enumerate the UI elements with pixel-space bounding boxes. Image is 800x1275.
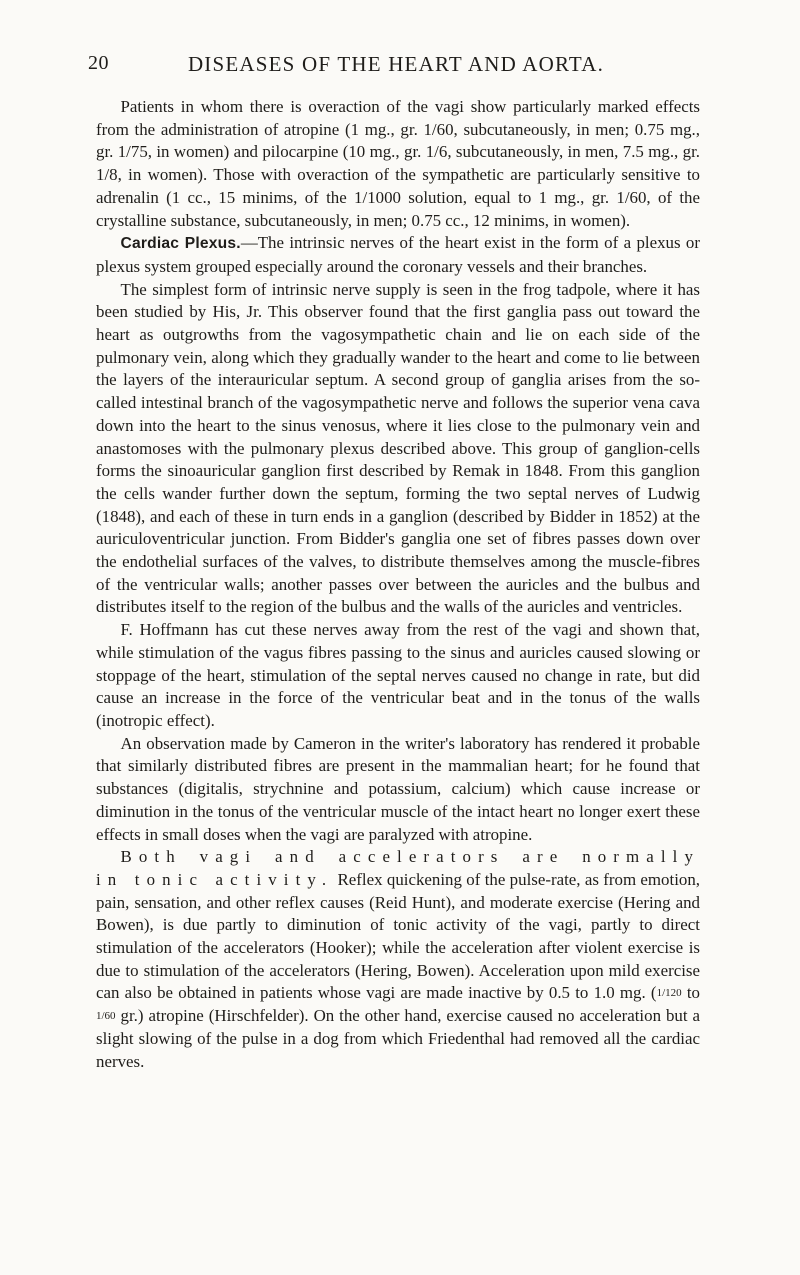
paragraph-atropine-dosage: Patients in whom there is overaction of the vagi show particularly marked effects from the administration of atropine (1 mg., gr. 1/60, subcutaneously, in men; 0.75 mg., gr. 1/75, in women) and pilocarpine (10 mg., gr. 1/6, subcutaneously, in men, 7.5 mg., gr. 1/8, in women). Those with overaction of the sympathetic are particularly sensitive to adrenalin (1 cc., 15 minims, of the 1/1000 solution, equal to 1 mg., gr. 1/60, of the crystalline substance, subcutaneously, in men; 0.75 cc., 12 minims, in women).: [96, 97, 700, 230]
paragraph-tonic-activity: [96, 846, 700, 1073]
paragraph-cardiac-plexus: [96, 232, 700, 278]
tonic-activity-text-a: Reflex quickening of the pulse-rate, as from emotion, pain, sensation, and other reflex causes (Reid Hunt), and moderate exercise (Hering and Bowen), is due partly to diminution of tonic activity of the vagi, partly to direct stimulation of the accelerators (Hooker); while the acceleration after violent exercise is due to stimulation of the accelerators (Hering, Bowen). Acceleration upon mild exercise can also be obtained in patients whose vagi are made inactive by 0.5 to 1.0 mg. (: [96, 869, 700, 1003]
tonic-activity-text-b: gr.) atropine (Hirschfelder). On the other hand, exercise caused no acceleration but a slight slowing of the pulse in a dog from which Friedenthal had removed all the cardiac nerves.: [96, 1006, 700, 1071]
cardiac-plexus-text: —The intrinsic nerves of the heart exist in the form of a plexus or plexus system grouped especially around the coronary vessels and their branches.: [96, 233, 701, 276]
spaced-emphasis-text: Both vagi and accelerators are normally in tonic activity.: [96, 847, 700, 889]
paragraph-hoffmann: F. Hoffmann has cut these nerves away from the rest of the vagi and shown that, while stimulation of the vagus fibres passing to the sinus and auricles caused slowing or stoppage of the heart, stimulation of the septal nerves caused no change in rate, but did cause an increase in the force of the ventricular beat and in the tonus of the walls (inotropic effect).: [96, 620, 700, 730]
running-title: DISEASES OF THE HEART AND AORTA.: [187, 52, 605, 76]
page-number: 20: [88, 52, 109, 74]
fraction-one-60: 1/60: [96, 1010, 116, 1023]
body-text: [96, 96, 700, 1073]
page-header: [88, 52, 704, 82]
paragraph-cameron: An observation made by Cameron in the writer's laboratory has rendered it probable that similarly distributed fibres are present in the mammalian heart; for he found that substances (digitalis, strychnine and potassium, calcium) which cause increase or diminution in the tonus of the ventricular muscle of the intact heart no longer exert these effects in small doses when the vagi are paralyzed with atropine.: [96, 733, 700, 844]
section-heading-cardiac-plexus: Cardiac Plexus.: [120, 235, 241, 253]
fraction-one-120: 1/120: [656, 987, 682, 1000]
paragraph-frog-tadpole: The simplest form of intrinsic nerve supply is seen in the frog tadpole, where it has been studied by His, Jr. This observer found that the first ganglia pass out toward the heart as outgrowths from the vagosympathetic chain and lie on each side of the pulmonary vein, along which they gradually wander to the heart and come to lie between the layers of the interauricular septum. A second group of ganglia arises from the so-called intestinal branch of the vagosympathetic nerve and follows the superior vena cava down into the heart to the sinus venosus, where it lies close to the pulmonary vein and anastomoses with the pulmonary plexus described above. This group of ganglion-cells forms the sinoauricular ganglion first described by Remak in 1848. From this ganglion the cells wander further down the septum, forming the two septal nerves of Ludwig (1848), and each of these in turn ends in a ganglion (described by Bidder in 1852) at the auriculoventricular junction. From Bidder's ganglia one set of fibres passes down over the endothelial surfaces of the valves, to distribute themselves among the muscle-fibres of the ventricular walls; another passes over between the auricles and the bulbus and distributes itself to the region of the bulbus and the walls of the auricles and ventricles.: [96, 279, 700, 617]
to-word: to: [681, 983, 700, 1003]
